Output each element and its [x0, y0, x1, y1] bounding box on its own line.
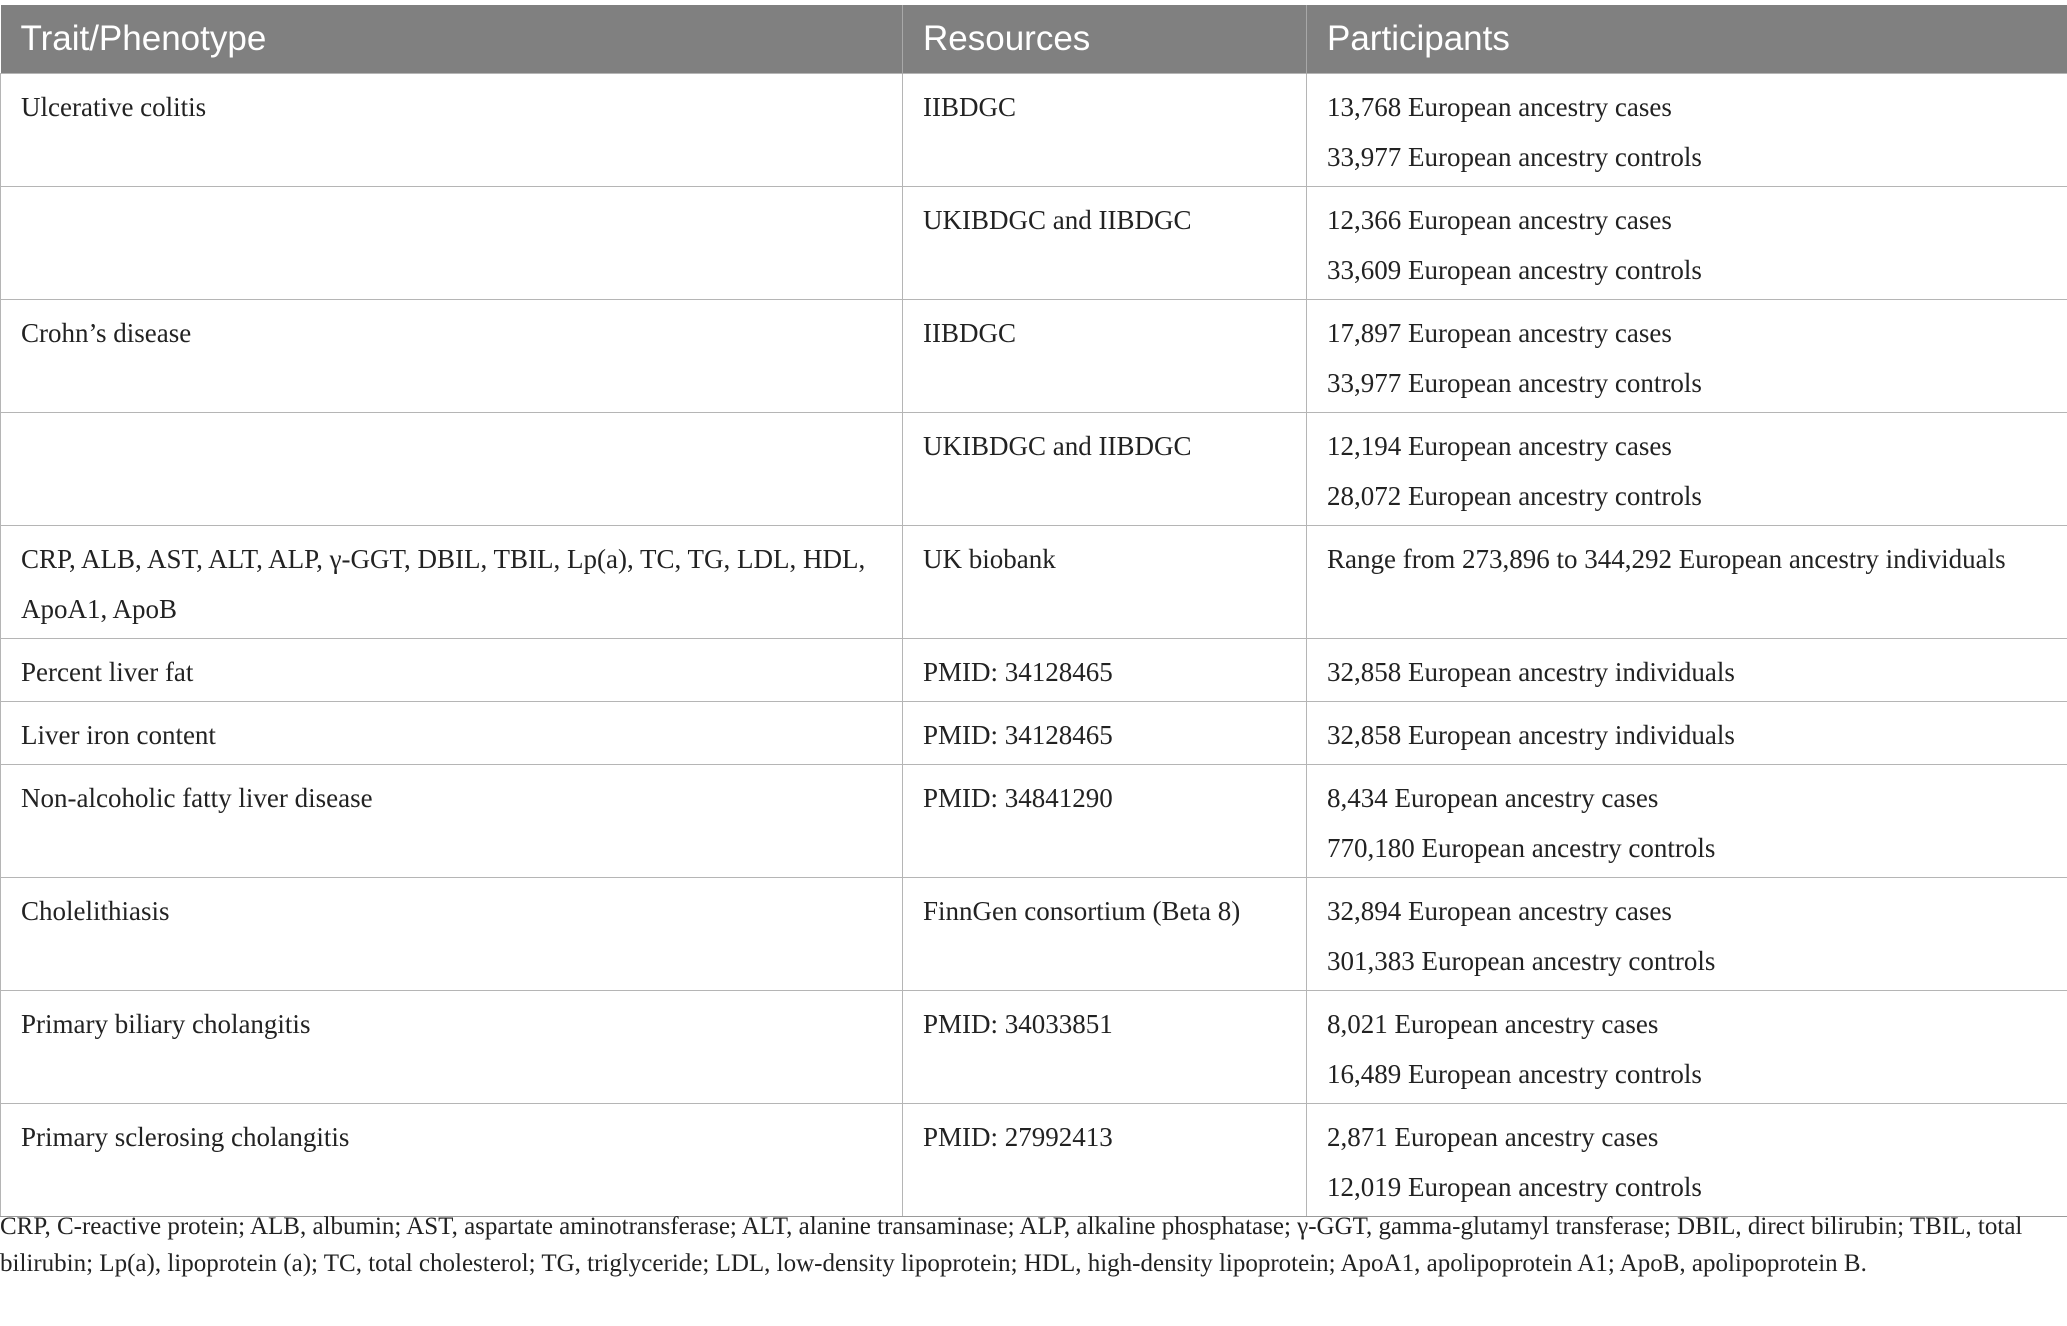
participants-cell	[1307, 1104, 2067, 1217]
trait-cell: Percent liver fat	[1, 639, 903, 702]
data-table	[0, 5, 2067, 1217]
resource-cell: PMID: 34128465	[903, 639, 1307, 702]
table-row	[1, 300, 2067, 413]
participants-line: 12,194 European ancestry cases	[1327, 431, 1672, 461]
resource-cell: UKIBDGC and IIBDGC	[903, 187, 1307, 300]
table-footnote: CRP, C-reactive protein; ALB, albumin; AST, aspartate aminotransferase; ALT, alanine transaminase; ALP, alkaline phosphatase; γ-GGT, gamma-glutamyl transferase; DBIL, direct bilirubin; TBIL, total bilirubin; Lp(a), lipoprotein (a); TC, total cholesterol; TG, triglyceride; LDL, low-density lipoprotein; HDL, high-density lipoprotein; ApoA1, apolipoprotein A1; ApoB, apolipoprotein B.	[0, 1213, 2023, 1277]
header-trait: Trait/Phenotype	[1, 5, 903, 74]
trait-cell: CRP, ALB, AST, ALT, ALP, γ-GGT, DBIL, TBIL, Lp(a), TC, TG, LDL, HDL, ApoA1, ApoB	[1, 526, 903, 639]
table-header	[1, 5, 2067, 74]
participants-line: 770,180 European ancestry controls	[1327, 833, 1716, 863]
participants-cell	[1307, 300, 2067, 413]
trait-cell: Non-alcoholic fatty liver disease	[1, 765, 903, 878]
participants-line: 28,072 European ancestry controls	[1327, 481, 1702, 511]
participants-line: 2,871 European ancestry cases	[1327, 1122, 1659, 1152]
table-row	[1, 526, 2067, 639]
header-participants: Participants	[1307, 5, 2067, 74]
trait-cell: Ulcerative colitis	[1, 74, 903, 187]
header-resources: Resources	[903, 5, 1307, 74]
participants-cell	[1307, 991, 2067, 1104]
table-row	[1, 878, 2067, 991]
participants-cell	[1307, 639, 2067, 702]
table-row	[1, 74, 2067, 187]
participants-line: 17,897 European ancestry cases	[1327, 318, 1672, 348]
trait-cell: Liver iron content	[1, 702, 903, 765]
table-row	[1, 702, 2067, 765]
resource-cell: PMID: 27992413	[903, 1104, 1307, 1217]
participants-cell	[1307, 765, 2067, 878]
trait-cell: Cholelithiasis	[1, 878, 903, 991]
participants-line: 12,366 European ancestry cases	[1327, 205, 1672, 235]
table-row	[1, 765, 2067, 878]
participants-line: 33,977 European ancestry controls	[1327, 368, 1702, 398]
table-row	[1, 639, 2067, 702]
trait-cell	[1, 413, 903, 526]
table-body	[1, 74, 2067, 1217]
resource-cell: IIBDGC	[903, 300, 1307, 413]
participants-line: 33,609 European ancestry controls	[1327, 255, 1702, 285]
participants-cell	[1307, 74, 2067, 187]
participants-line: 12,019 European ancestry controls	[1327, 1172, 1702, 1202]
participants-cell	[1307, 526, 2067, 639]
participants-line: 8,434 European ancestry cases	[1327, 783, 1659, 813]
participants-cell	[1307, 187, 2067, 300]
participants-cell	[1307, 702, 2067, 765]
participants-line: 8,021 European ancestry cases	[1327, 1009, 1659, 1039]
participants-line: 32,858 European ancestry individuals	[1327, 720, 1735, 750]
table-row	[1, 413, 2067, 526]
participants-line: 32,894 European ancestry cases	[1327, 896, 1672, 926]
resource-cell: UKIBDGC and IIBDGC	[903, 413, 1307, 526]
participants-line: 33,977 European ancestry controls	[1327, 142, 1702, 172]
participants-line: Range from 273,896 to 344,292 European ancestry individuals	[1327, 544, 2006, 574]
resource-cell: UK biobank	[903, 526, 1307, 639]
participants-cell	[1307, 878, 2067, 991]
participants-line: 32,858 European ancestry individuals	[1327, 657, 1735, 687]
resource-cell: IIBDGC	[903, 74, 1307, 187]
header-row	[1, 5, 2067, 74]
resource-cell: PMID: 34128465	[903, 702, 1307, 765]
resource-cell: PMID: 34841290	[903, 765, 1307, 878]
trait-cell: Crohn’s disease	[1, 300, 903, 413]
participants-line: 13,768 European ancestry cases	[1327, 92, 1672, 122]
trait-cell: Primary sclerosing cholangitis	[1, 1104, 903, 1217]
participants-line: 16,489 European ancestry controls	[1327, 1059, 1702, 1089]
table-row	[1, 991, 2067, 1104]
resource-cell: FinnGen consortium (Beta 8)	[903, 878, 1307, 991]
table-row	[1, 1104, 2067, 1217]
resource-cell: PMID: 34033851	[903, 991, 1307, 1104]
data-table-container	[0, 5, 2067, 1217]
participants-cell	[1307, 413, 2067, 526]
trait-cell: Primary biliary cholangitis	[1, 991, 903, 1104]
table-row	[1, 187, 2067, 300]
trait-cell	[1, 187, 903, 300]
participants-line: 301,383 European ancestry controls	[1327, 946, 1716, 976]
